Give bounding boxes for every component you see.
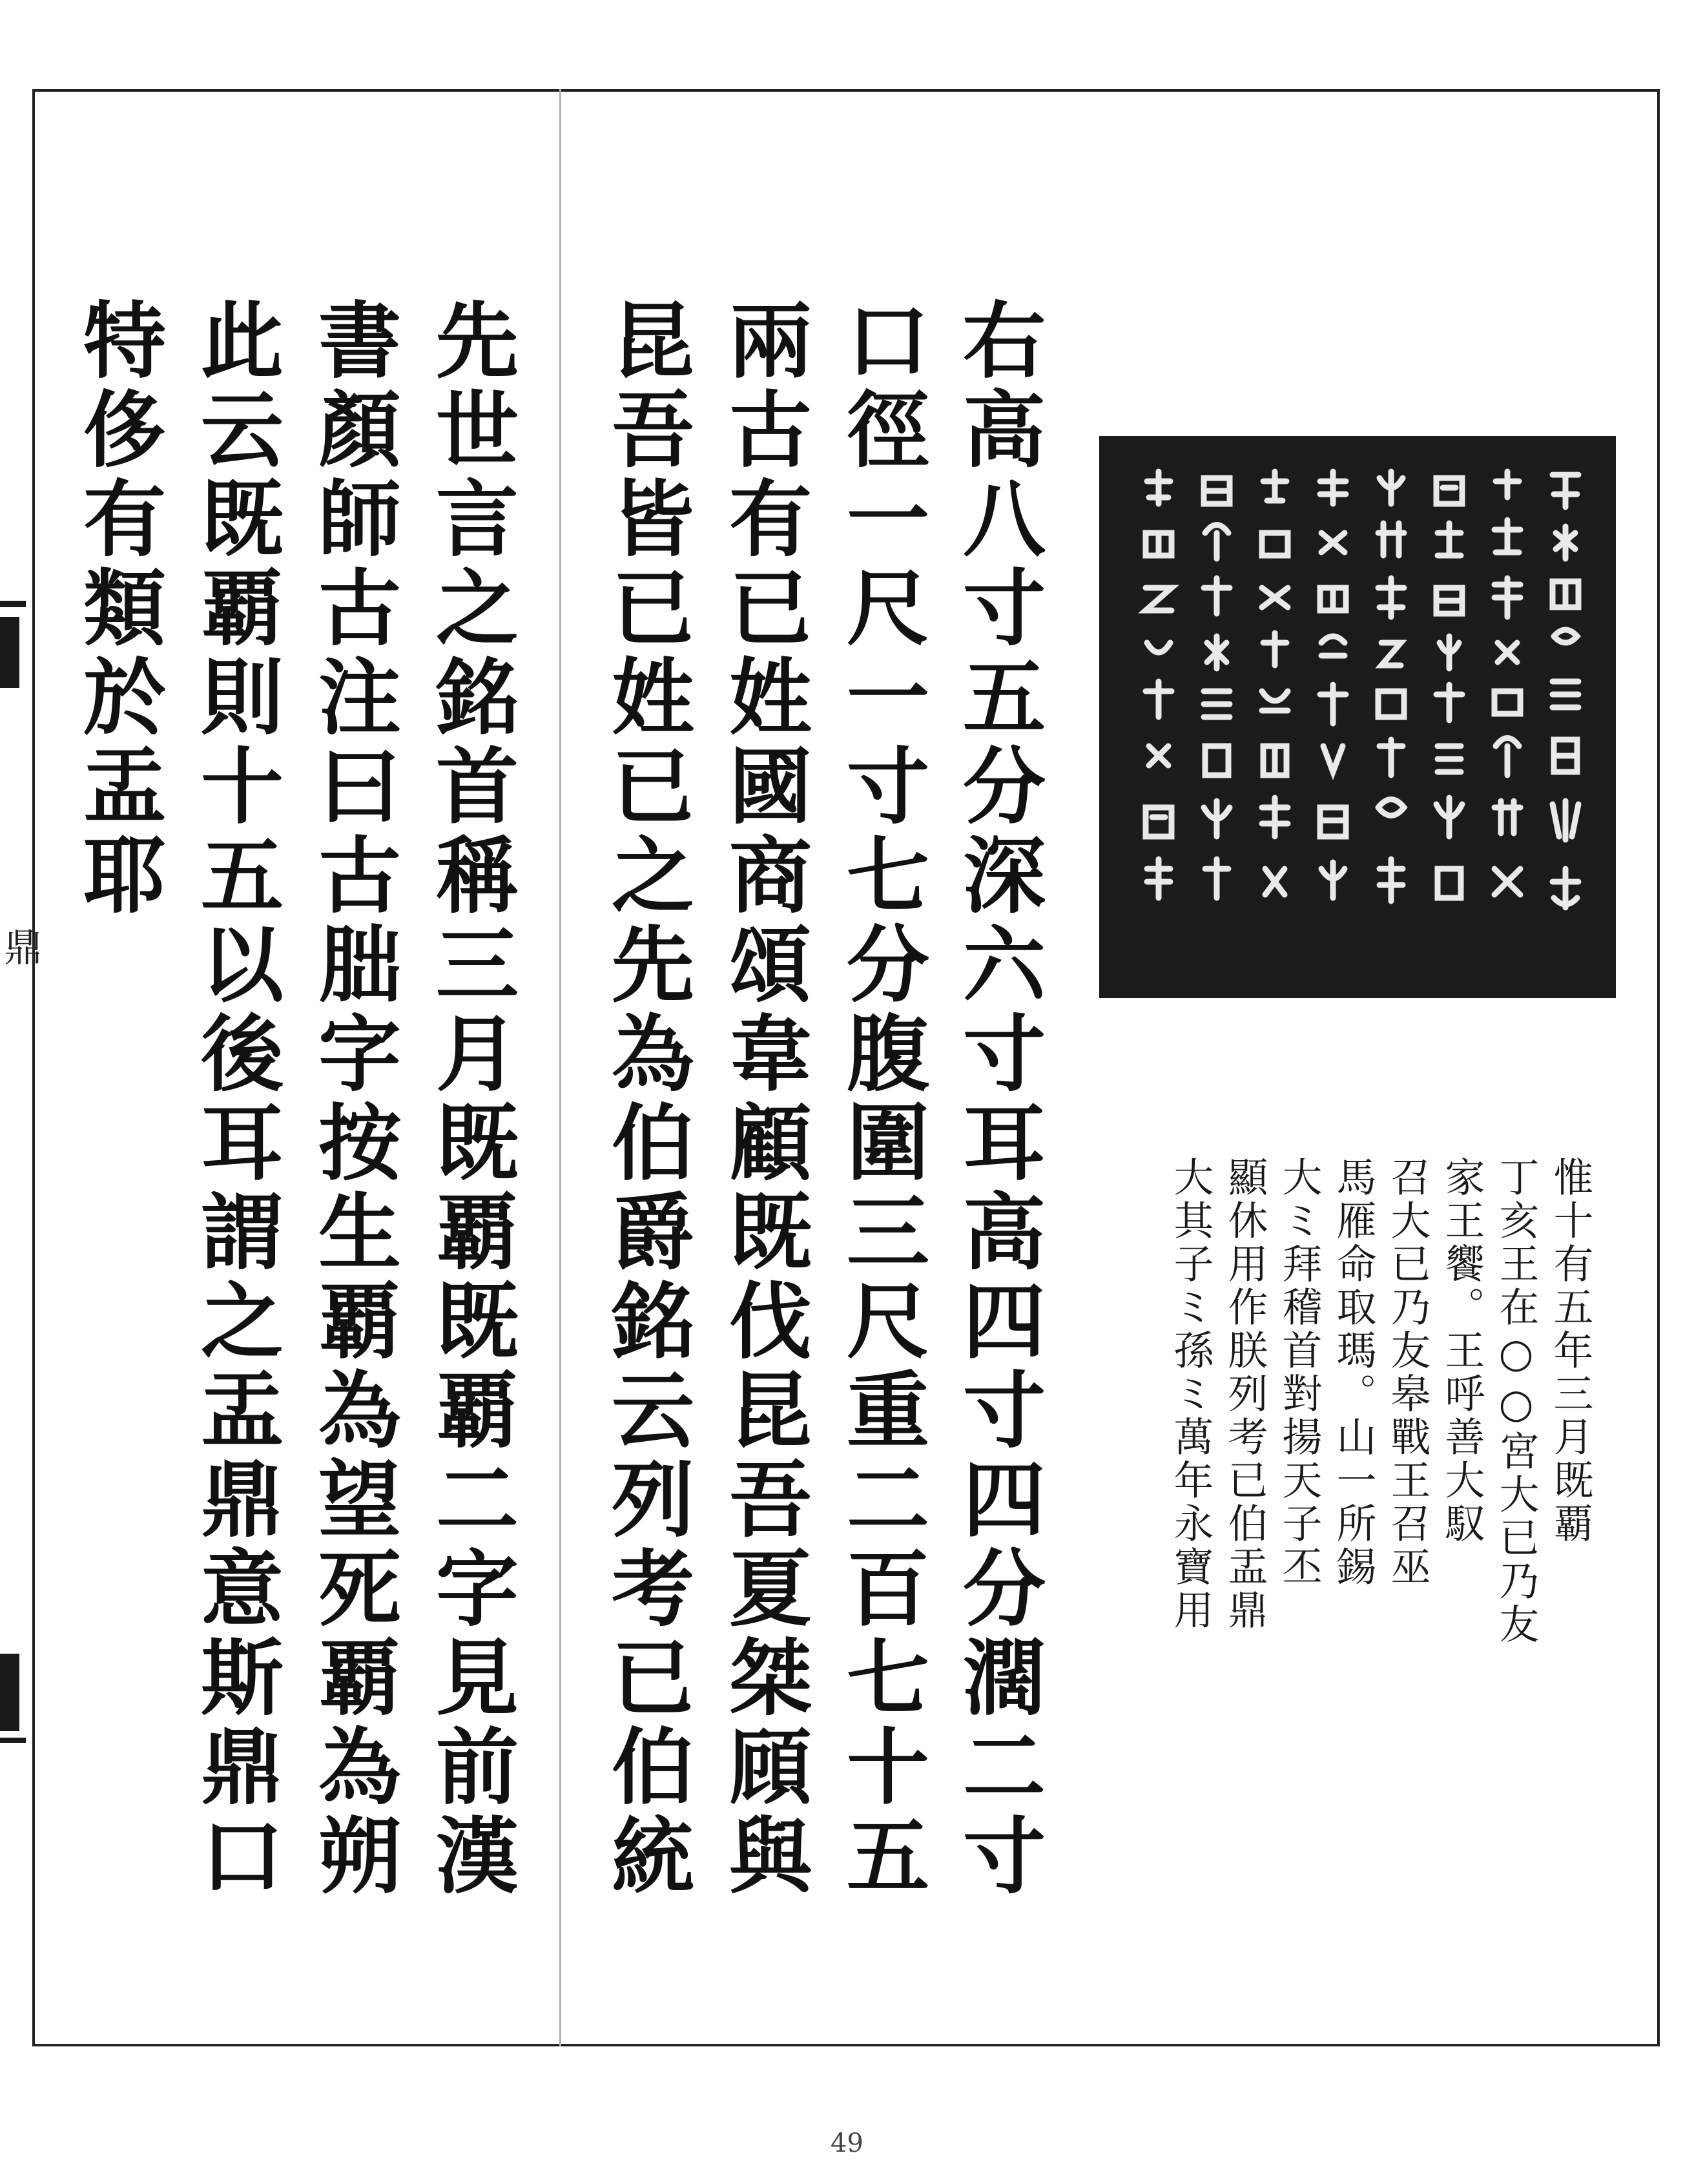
main-text-column: 此云既覇則十五以後耳謂之盂鼎意斯鼎口 (187, 297, 284, 1902)
previous-page-fragment (0, 0, 43, 2184)
transcription-column: 召大已乃友皋戰王召巫 (1384, 1156, 1431, 1589)
transcription-column: 家王饗。王呼善大馭 (1438, 1156, 1485, 1546)
prev-page-rule (0, 601, 26, 607)
transcription-column: 顯休用作朕列考已伯盂鼎 (1221, 1156, 1268, 1632)
transcription-column: 馬雁命取瑪。山一所錫 (1330, 1156, 1377, 1589)
main-text-column: 右高八寸五分深六寸耳高四寸四分濶二寸 (949, 297, 1046, 1902)
main-text-column: 口徑一尺一寸七分腹圍三尺重二百七十五 (832, 297, 929, 1902)
prev-page-ink-block (0, 617, 19, 688)
center-divider (559, 89, 561, 2046)
transcription-column: 惟十有五年三月既覇 (1547, 1156, 1594, 1546)
prev-page-glyph: 鼎 (4, 926, 43, 971)
transcription-column: 大其子ミ孫ミ萬年永寶用 (1167, 1156, 1214, 1632)
transcription-column: 大ミ拜稽首對揚天子丕 (1276, 1156, 1323, 1589)
main-text-column: 昆吾皆已姓已之先為伯爵銘云列考已伯統 (597, 297, 694, 1902)
prev-page-rule (0, 1738, 26, 1743)
prev-page-ink-block (0, 1654, 19, 1731)
main-text-column: 先世言之銘首稱三月既覇既覇二字見前漢 (422, 297, 519, 1902)
inscription-rubbing-image (1099, 436, 1616, 998)
rubbing-glyphs (1120, 455, 1595, 979)
main-text-column: 兩古有已姓國商頌韋顧既伐昆吾夏桀頋與 (715, 297, 812, 1902)
main-text-column: 特侈有類於盂耶 (69, 297, 166, 921)
transcription-column: 丁亥王在○○宮大已乃友 (1493, 1156, 1540, 1647)
page-number: 49 (831, 2128, 863, 2158)
main-text-column: 書顏師古注曰古朏字按生覇為望死覇為朔 (304, 297, 401, 1902)
